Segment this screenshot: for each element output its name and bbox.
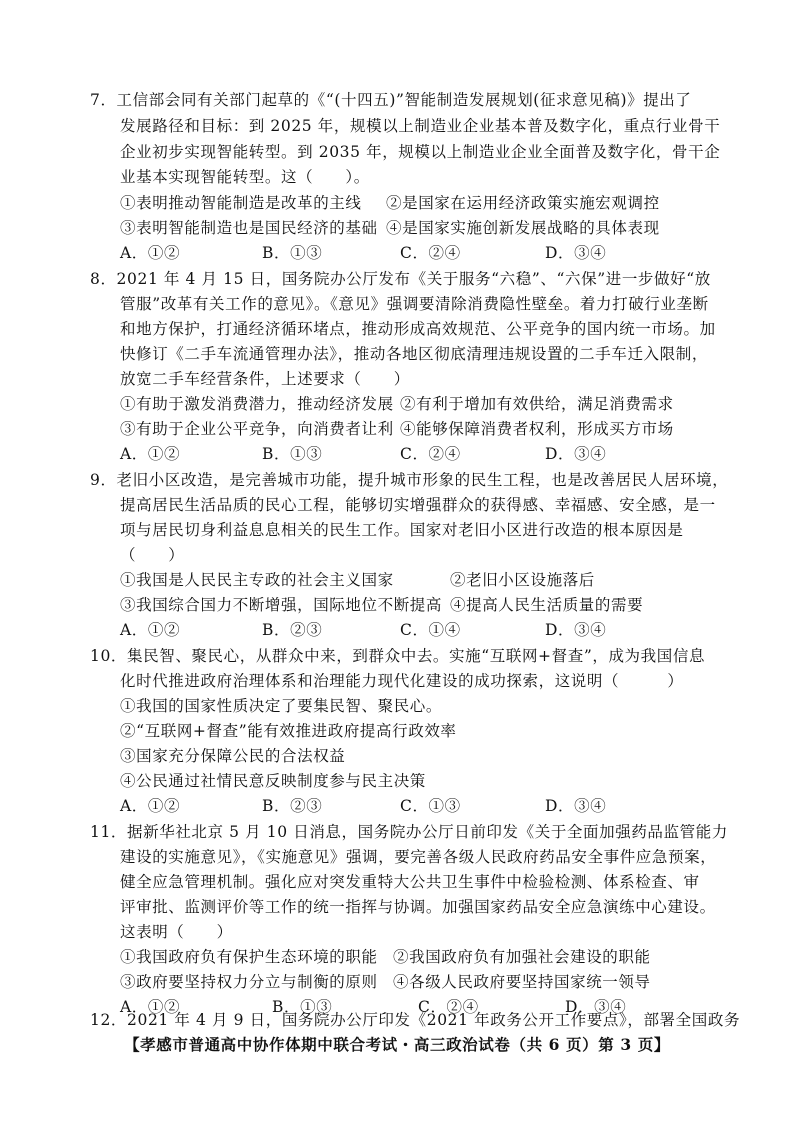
statement-4: ④公民通过社情民意反映制度参与民主决策 <box>120 772 426 790</box>
statement-2: ②有利于增加有效供给，满足消费需求 <box>400 395 674 413</box>
choice-d: D．③④ <box>545 244 607 262</box>
statement-3: ③我国综合国力不断增强，国际地位不断提高 <box>120 596 443 614</box>
question-text-line: 这表明（ ） <box>120 923 233 941</box>
question-text-line: 12．2021 年 4 月 9 日，国务院办公厅印发《2021 年政务公开工作要点》，部署全国政务 <box>90 1011 741 1029</box>
choice-d: D．③④ <box>545 797 607 815</box>
question-text-line: 项与居民切身利益息息相关的民生工作。国家对老旧小区进行改造的根本原因是 <box>120 521 684 539</box>
question-text-line: 业基本实现智能转型。这（ ）。 <box>120 168 370 186</box>
statement-row <box>0 946 794 968</box>
statement-row <box>0 594 794 616</box>
question-text-line: 评审批、监测评价等工作的统一指挥与协调。加强国家药品安全应急演练中心建设。 <box>120 898 716 916</box>
statement-2: ②我国政府负有加强社会建设的职能 <box>393 948 651 966</box>
question-text-line: 9．老旧小区改造，是完善城市功能，提升城市形象的民生工程，也是改善居民人居环境， <box>90 471 729 489</box>
statement-row <box>0 418 794 440</box>
statement-4: ④是国家实施创新发展战略的具体表现 <box>386 219 660 237</box>
statement-4: ④各级人民政府要坚持国家统一领导 <box>393 973 651 991</box>
statement-4: ④提高人民生活质量的需要 <box>450 596 644 614</box>
statement-row <box>0 569 794 591</box>
choice-a: A．①② <box>120 244 181 262</box>
question-text-line: 7．工信部会同有关部门起草的《“(十四五)”智能制造发展规划(征求意见稿)》提出了 <box>90 91 692 109</box>
statement-row <box>0 393 794 415</box>
question-text-line: 10．集民智、聚民心，从群众中来，到群众中去。实施“互联网+督查”，成为我国信息 <box>90 647 706 665</box>
choice-c: C．②④ <box>400 244 461 262</box>
question-text-line: 11．据新华社北京 5 月 10 日消息，国务院办公厅日前印发《关于全面加强药品监管能力 <box>90 823 728 841</box>
choice-row <box>0 619 794 641</box>
statement-1: ①我国的国家性质决定了要集民智、聚民心。 <box>120 697 443 715</box>
choice-b: B．①③ <box>262 244 323 262</box>
question-text-line: 企业初步实现智能转型。到 2035 年，规模以上制造业企业全面普及数字化，骨干企 <box>120 143 721 161</box>
question-text-line: 8．2021 年 4 月 15 日，国务院办公厅发布《关于服务“六稳”、“六保”进一步做好“放 <box>90 270 711 288</box>
statement-3: ③有助于企业公平竞争，向消费者让利 <box>120 420 394 438</box>
question-text-line: 快修订《二手车流通管理办法》，推动各地区彻底清理违规设置的二手车迁入限制， <box>120 345 708 363</box>
question-text-line: 化时代推进政府治理体系和治理能力现代化建设的成功探索，这说明（ ） <box>120 672 684 690</box>
choice-b: B．①③ <box>272 998 333 1016</box>
choice-b: B．②③ <box>262 621 323 639</box>
choice-c: C．①③ <box>400 797 461 815</box>
question-text-line: 发展路径和目标：到 2025 年，规模以上制造业企业基本普及数字化，重点行业骨干 <box>120 117 721 135</box>
choice-a: A．①② <box>120 998 181 1016</box>
statement-2: ②“互联网+督查”能有效推进政府提高行政效率 <box>120 722 457 740</box>
question-text-line: 建设的实施意见》，《实施意见》强调，要完善各级人民政府药品安全事件应急预案， <box>120 848 717 866</box>
statement-3: ③表明智能制造也是国民经济的基础 <box>120 219 378 237</box>
statement-4: ④能够保障消费者权利，形成买方市场 <box>400 420 674 438</box>
statement-3: ③国家充分保障公民的合法权益 <box>120 747 346 765</box>
statement-2: ②老旧小区设施落后 <box>450 571 595 589</box>
statement-row <box>0 192 794 214</box>
choice-row <box>0 443 794 465</box>
choice-row <box>0 242 794 264</box>
statement-1: ①我国政府负有保护生态环境的职能 <box>120 948 378 966</box>
choice-c: C．①④ <box>400 621 461 639</box>
statement-3: ③政府要坚持权力分立与制衡的原则 <box>120 973 378 991</box>
choice-a: A．①② <box>120 445 181 463</box>
page-footer: 【孝感市普通高中协作体期中联合考试・高三政治试卷（共 6 页）第 3 页】 <box>124 1035 670 1054</box>
question-text-line: 健全应急管理机制。强化应对突发重特大公共卫生事件中检验检测、体系检查、审 <box>120 873 700 891</box>
statement-row <box>0 217 794 239</box>
question-text-line: 管服”改革有关工作的意见》。《意见》强调要清除消费隐性壁垒。着力打破行业垄断 <box>120 295 709 313</box>
question-text-line: 和地方保护，打通经济循环堵点，推动形成高效规范、公平竞争的国内统一市场。加 <box>120 320 716 338</box>
statement-2: ②是国家在运用经济政策实施宏观调控 <box>386 194 660 212</box>
choice-d: D．③④ <box>565 998 627 1016</box>
statement-1: ①表明推动智能制造是改革的主线 <box>120 194 362 212</box>
choice-row <box>0 795 794 817</box>
question-text-line: 放宽二手车经营条件，上述要求（ ） <box>120 370 410 388</box>
choice-a: A．①② <box>120 797 181 815</box>
choice-a: A．①② <box>120 621 181 639</box>
question-text-line: （ ） <box>120 546 185 564</box>
choice-d: D．③④ <box>545 621 607 639</box>
statement-1: ①我国是人民民主专政的社会主义国家 <box>120 571 394 589</box>
choice-d: D．③④ <box>545 445 607 463</box>
choice-c: C．②④ <box>400 445 461 463</box>
statement-1: ①有助于激发消费潜力，推动经济发展 <box>120 395 394 413</box>
question-text-line: 提高居民生活品质的民心工程，能够切实增强群众的获得感、幸福感、安全感，是一 <box>120 496 716 514</box>
choice-b: B．①③ <box>262 445 323 463</box>
choice-c: C．②④ <box>418 998 479 1016</box>
choice-b: B．②③ <box>262 797 323 815</box>
statement-row <box>0 971 794 993</box>
